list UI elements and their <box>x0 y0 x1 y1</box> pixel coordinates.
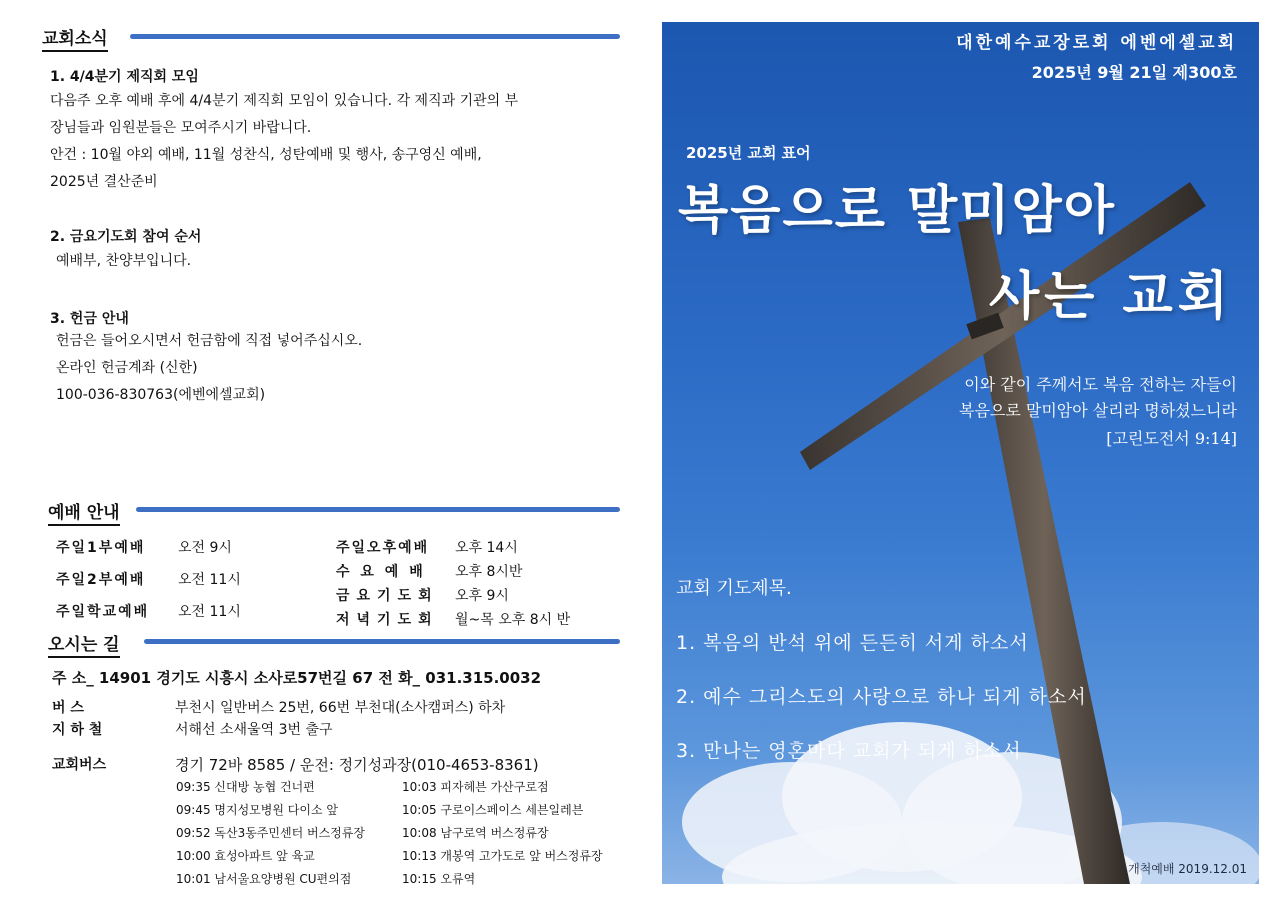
news-line: 장님들과 임원분들은 모여주시기 바랍니다. <box>50 120 312 136</box>
verse-line-1: 이와 같이 주께서도 복음 전하는 자들이 <box>964 375 1237 394</box>
prayer-item: 2. 예수 그리스도의 사랑으로 하나 되게 하소서 <box>676 686 1087 708</box>
worship-name: 주일학교예배 <box>56 604 150 620</box>
worship-divider <box>136 507 620 512</box>
news-line: 100-036-830763(에벤에셀교회) <box>56 387 266 403</box>
bus-stop: 10:15 오류역 <box>402 872 476 886</box>
news-line: 다음주 오후 예배 후에 4/4분기 제직회 모임이 있습니다. 각 제직과 기관의 부 <box>50 93 519 109</box>
news-line: 온라인 헌금계좌 (신한) <box>56 360 198 376</box>
news-item-3-body <box>56 328 362 409</box>
motto-label: 2025년 교회 표어 <box>686 144 811 162</box>
bus-stop: 10:00 효성아파트 앞 육교 <box>176 849 315 863</box>
verse-reference: [고린도전서 9:14] <box>1106 429 1237 448</box>
bus-stop: 10:05 구로이스페이스 세븐일레븐 <box>402 803 584 817</box>
news-heading: 교회소식 <box>42 24 108 49</box>
worship-name: 금요기도회 <box>336 588 439 604</box>
bus-text: 부천시 일반버스 25번, 66번 부천대(소사캠퍼스) 하차 <box>175 700 506 716</box>
prayer-item: 3. 만나는 영혼마다 교회가 되게 하소서 <box>676 740 1022 762</box>
bus-stop: 10:03 피자헤븐 가산구로점 <box>402 780 549 794</box>
news-item-2-title: 2. 금요기도회 참여 순서 <box>50 229 202 245</box>
worship-name: 주일2부예배 <box>56 572 146 588</box>
news-line: 헌금은 들어오시면서 헌금함에 직접 넣어주십시오. <box>56 333 363 349</box>
worship-name: 수 요 예 배 <box>336 564 426 580</box>
news-item-1-body <box>50 88 518 196</box>
bus-stop: 10:13 개봉역 고가도로 앞 버스정류장 <box>402 849 603 863</box>
bus-label: 버 스 <box>52 700 84 716</box>
motto-line-2: 사는 교회 <box>988 267 1233 327</box>
prayer-item: 1. 복음의 반석 위에 든든히 서게 하소서 <box>676 632 1029 654</box>
subway-label: 지 하 철 <box>52 722 103 738</box>
directions-heading: 오시는 길 <box>48 630 120 655</box>
bus-stop: 09:35 신대방 농협 건너편 <box>176 780 315 794</box>
worship-time: 오후 14시 <box>455 540 518 556</box>
verse-line-2: 복음으로 말미암아 살리라 명하셨느니라 <box>958 401 1237 420</box>
motto-line-1: 복음으로 말미암아 <box>678 181 1116 241</box>
church-bus-text: 경기 72바 8585 / 운전: 정기성과장(010-4653-8361) <box>175 756 539 774</box>
worship-time: 월~목 오후 8시 반 <box>455 612 571 628</box>
worship-heading: 예배 안내 <box>48 498 120 523</box>
subway-text: 서해선 소새울역 3번 출구 <box>175 722 333 738</box>
bus-stop: 09:45 명지성모병원 다이소 앞 <box>176 803 338 817</box>
address-text: 주 소_ 14901 경기도 시흥시 소사로57번길 67 전 화_ 031.315.0032 <box>52 669 542 687</box>
news-divider <box>130 34 620 39</box>
bus-stop: 09:52 독산3동주민센터 버스정류장 <box>176 826 365 840</box>
church-bus-label: 교회버스 <box>52 757 107 773</box>
worship-time: 오전 11시 <box>178 572 241 588</box>
founding-date: 개척예배 2019.12.01 <box>1128 862 1247 876</box>
worship-name: 저녁기도회 <box>336 612 439 628</box>
news-line: 2025년 결산준비 <box>50 174 158 190</box>
worship-name: 주일1부예배 <box>56 540 146 556</box>
news-item-1-title: 1. 4/4분기 제직회 모임 <box>50 69 199 85</box>
prayer-title: 교회 기도제목. <box>676 578 792 599</box>
worship-time: 오후 9시 <box>455 588 509 604</box>
news-item-2-body <box>56 248 191 275</box>
church-name: 대한예수교장로회 에벤에셀교회 <box>956 33 1237 53</box>
worship-time: 오후 8시반 <box>455 564 523 580</box>
cover-panel <box>662 22 1259 884</box>
news-line: 안건 : 10월 야외 예배, 11월 성찬식, 성탄예배 및 행사, 송구영신 예배, <box>50 147 482 163</box>
issue-date: 2025년 9월 21일 제300호 <box>1031 63 1237 82</box>
news-line: 예배부, 찬양부입니다. <box>56 253 192 269</box>
worship-time: 오전 11시 <box>178 604 241 620</box>
bus-stop: 10:01 남서울요양병원 CU편의점 <box>176 872 352 886</box>
worship-time: 오전 9시 <box>178 540 232 556</box>
news-item-3-title: 3. 헌금 안내 <box>50 311 129 327</box>
worship-name: 주일오후예배 <box>336 540 430 556</box>
directions-divider <box>144 639 620 644</box>
bus-stop: 10:08 남구로역 버스정류장 <box>402 826 549 840</box>
